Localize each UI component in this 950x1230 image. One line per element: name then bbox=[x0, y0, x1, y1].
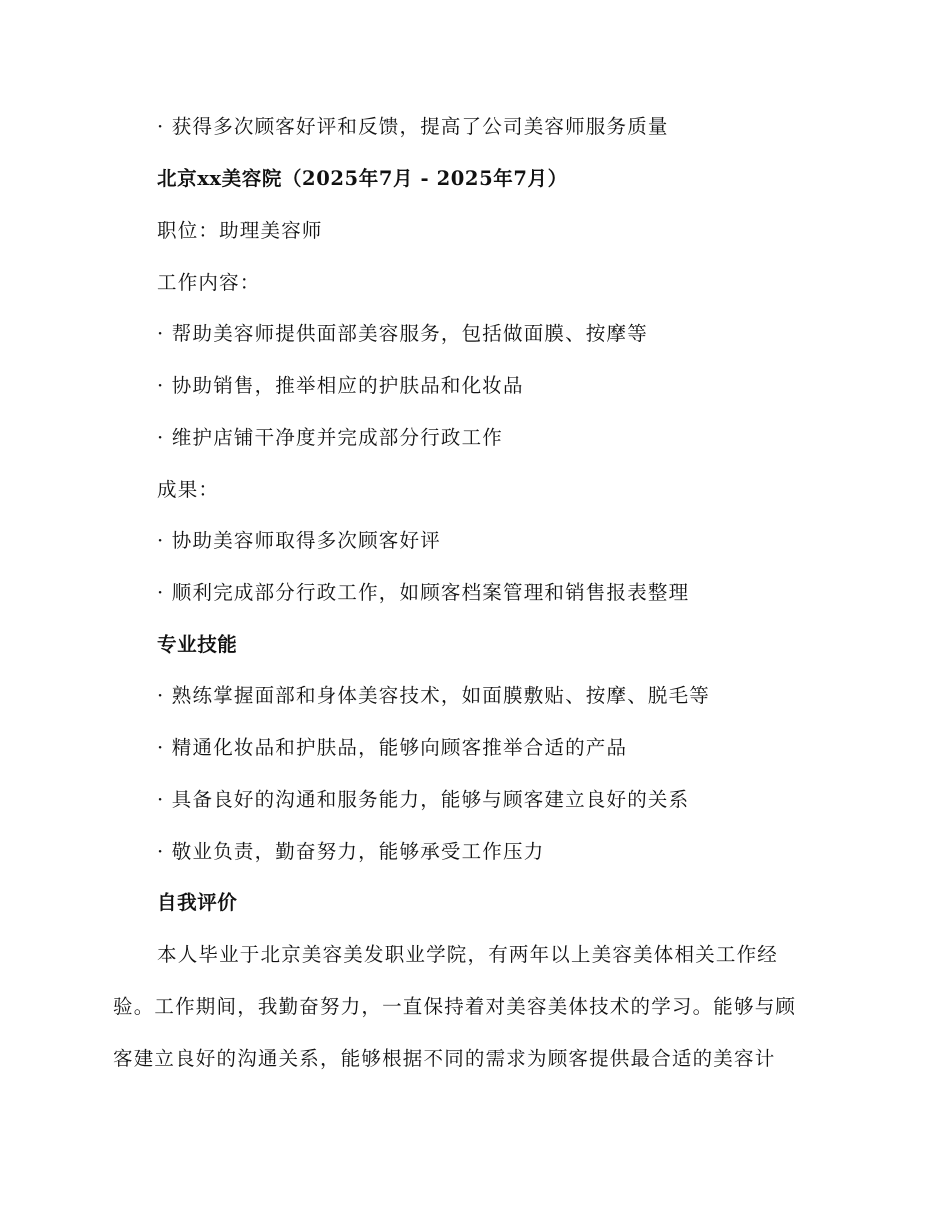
skills-heading: 专业技能 bbox=[157, 633, 238, 656]
job-position: 职位：助理美容师 bbox=[157, 219, 323, 242]
employer-heading: 北京xx美容院（2025年7月 - 2025年7月） bbox=[157, 167, 568, 190]
skill-item: · 熟练掌握面部和身体美容技术，如面膜敷贴、按摩、脱毛等 bbox=[157, 684, 710, 707]
self-evaluation-paragraph bbox=[113, 929, 833, 1085]
skill-item: · 敬业负责，勤奋努力，能够承受工作压力 bbox=[157, 840, 545, 863]
bullet-customer-praise: · 协助美容师取得多次顾客好评 bbox=[157, 529, 441, 552]
paragraph-line: 客建立良好的沟通关系，能够根据不同的需求为顾客提供最合适的美容计 bbox=[113, 1047, 776, 1070]
bullet-records-management: · 顺利完成部分行政工作，如顾客档案管理和销售报表整理 bbox=[157, 581, 690, 604]
paragraph-line: 本人毕业于北京美容美发职业学院，有两年以上美容美体相关工作经 bbox=[157, 943, 779, 966]
bullet-facial-service: · 帮助美容师提供面部美容服务，包括做面膜、按摩等 bbox=[157, 322, 648, 345]
skill-item: · 具备良好的沟通和服务能力，能够与顾客建立良好的关系 bbox=[157, 788, 690, 811]
bullet-sales-assist: · 协助销售，推举相应的护肤品和化妆品 bbox=[157, 374, 524, 397]
results-label: 成果： bbox=[157, 478, 220, 501]
paragraph-line: 验。工作期间，我勤奋努力，一直保持着对美容美体技术的学习。能够与顾 bbox=[113, 995, 797, 1018]
skill-item: · 精通化妆品和护肤品，能够向顾客推举合适的产品 bbox=[157, 736, 628, 759]
self-evaluation-heading: 自我评价 bbox=[157, 891, 238, 914]
work-content-label: 工作内容： bbox=[157, 271, 261, 294]
bullet-customer-feedback: · 获得多次顾客好评和反馈，提高了公司美容师服务质量 bbox=[157, 115, 669, 138]
bullet-admin-work: · 维护店铺干净度并完成部分行政工作 bbox=[157, 426, 503, 449]
